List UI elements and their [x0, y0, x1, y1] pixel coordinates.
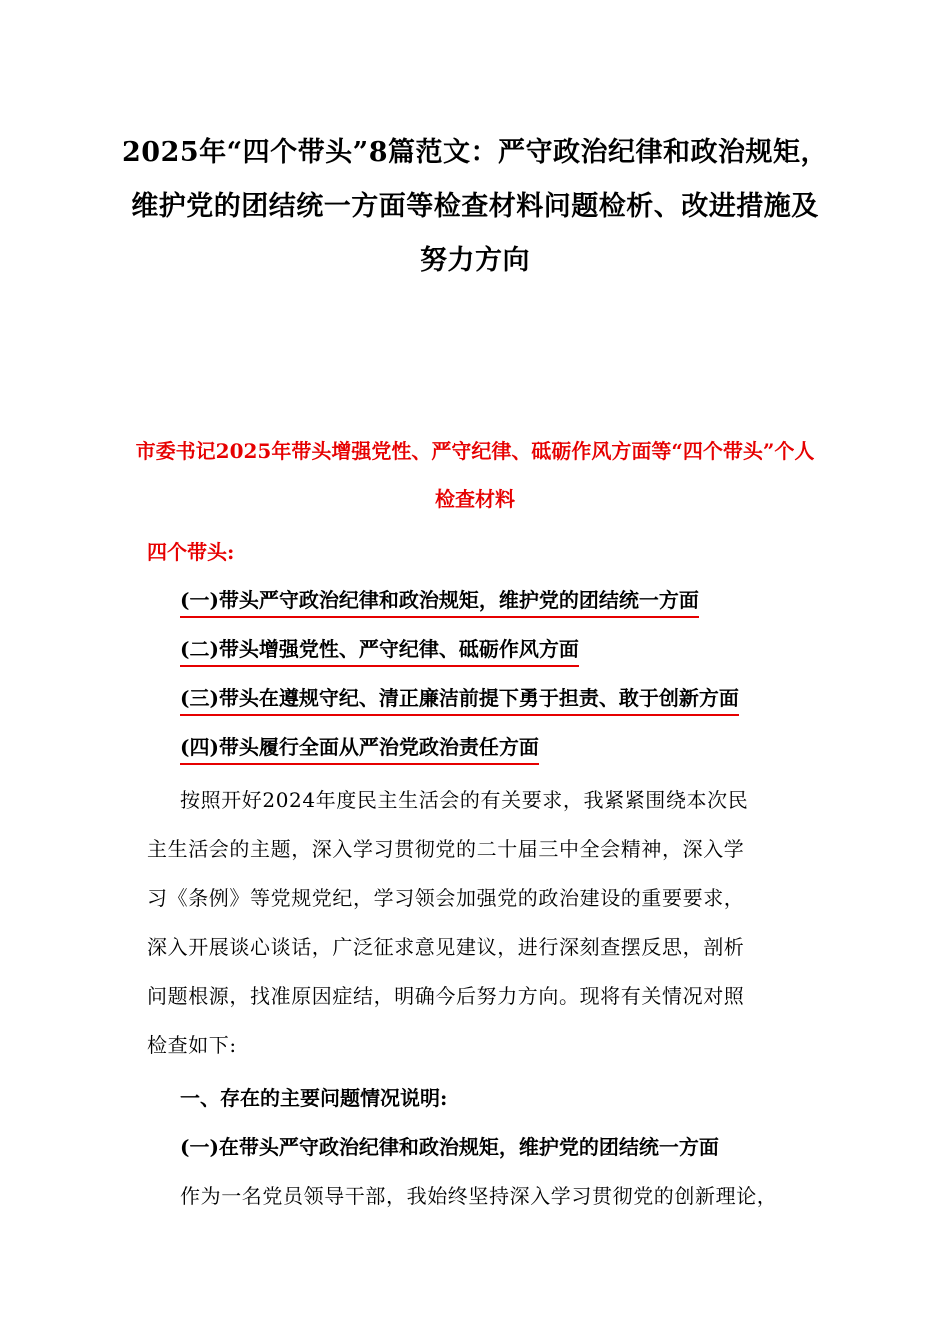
subsection-heading: (一)在带头严守政治纪律和政治规矩，维护党的团结统一方面	[180, 1135, 719, 1159]
list-item-3	[180, 684, 739, 716]
list-heading: 四个带头:	[147, 540, 235, 564]
paragraph-line-4: 深入开展谈心谈话，广泛征求意见建议，进行深刻查摆反思，剖析	[147, 935, 745, 959]
paragraph-line-6: 检查如下:	[147, 1033, 237, 1057]
list-item-1-text: (一)带头严守政治纪律和政治规矩，维护党的团结统一方面	[180, 586, 699, 618]
paragraph-line-2: 主生活会的主题，深入学习贯彻党的二十届三中全会精神，深入学	[147, 837, 745, 861]
list-item-4-text: (四)带头履行全面从严治党政治责任方面	[180, 733, 539, 765]
list-item-1	[180, 586, 699, 618]
list-item-2-text: (二)带头增强党性、严守纪律、砥砺作风方面	[180, 635, 579, 667]
list-item-4	[180, 733, 539, 765]
document-title: 2025年“四个带头”8篇范文：严守政治纪律和政治规矩，维护党的团结统一方面等检查材料问题检析、改进措施及努力方向	[122, 137, 828, 276]
section-heading: 一、存在的主要问题情况说明:	[180, 1086, 448, 1110]
list-item-2	[180, 635, 579, 667]
paragraph-line-1: 按照开好2024年度民主生活会的有关要求，我紧紧围绕本次民	[180, 788, 749, 812]
list-item-3-text: (三)带头在遵规守纪、清正廉洁前提下勇于担责、敢于创新方面	[180, 684, 739, 716]
paragraph-line-5: 问题根源，找准原因症结，明确今后努力方向。现将有关情况对照	[147, 984, 745, 1008]
paragraph-last-line: 作为一名党员领导干部，我始终坚持深入学习贯彻党的创新理论，	[180, 1184, 778, 1208]
document-subtitle: 市委书记2025年带头增强党性、严守纪律、砥砺作风方面等“四个带头”个人检查材料	[135, 439, 815, 511]
paragraph-line-3: 习《条例》等党规党纪，学习领会加强党的政治建设的重要要求，	[147, 886, 745, 910]
